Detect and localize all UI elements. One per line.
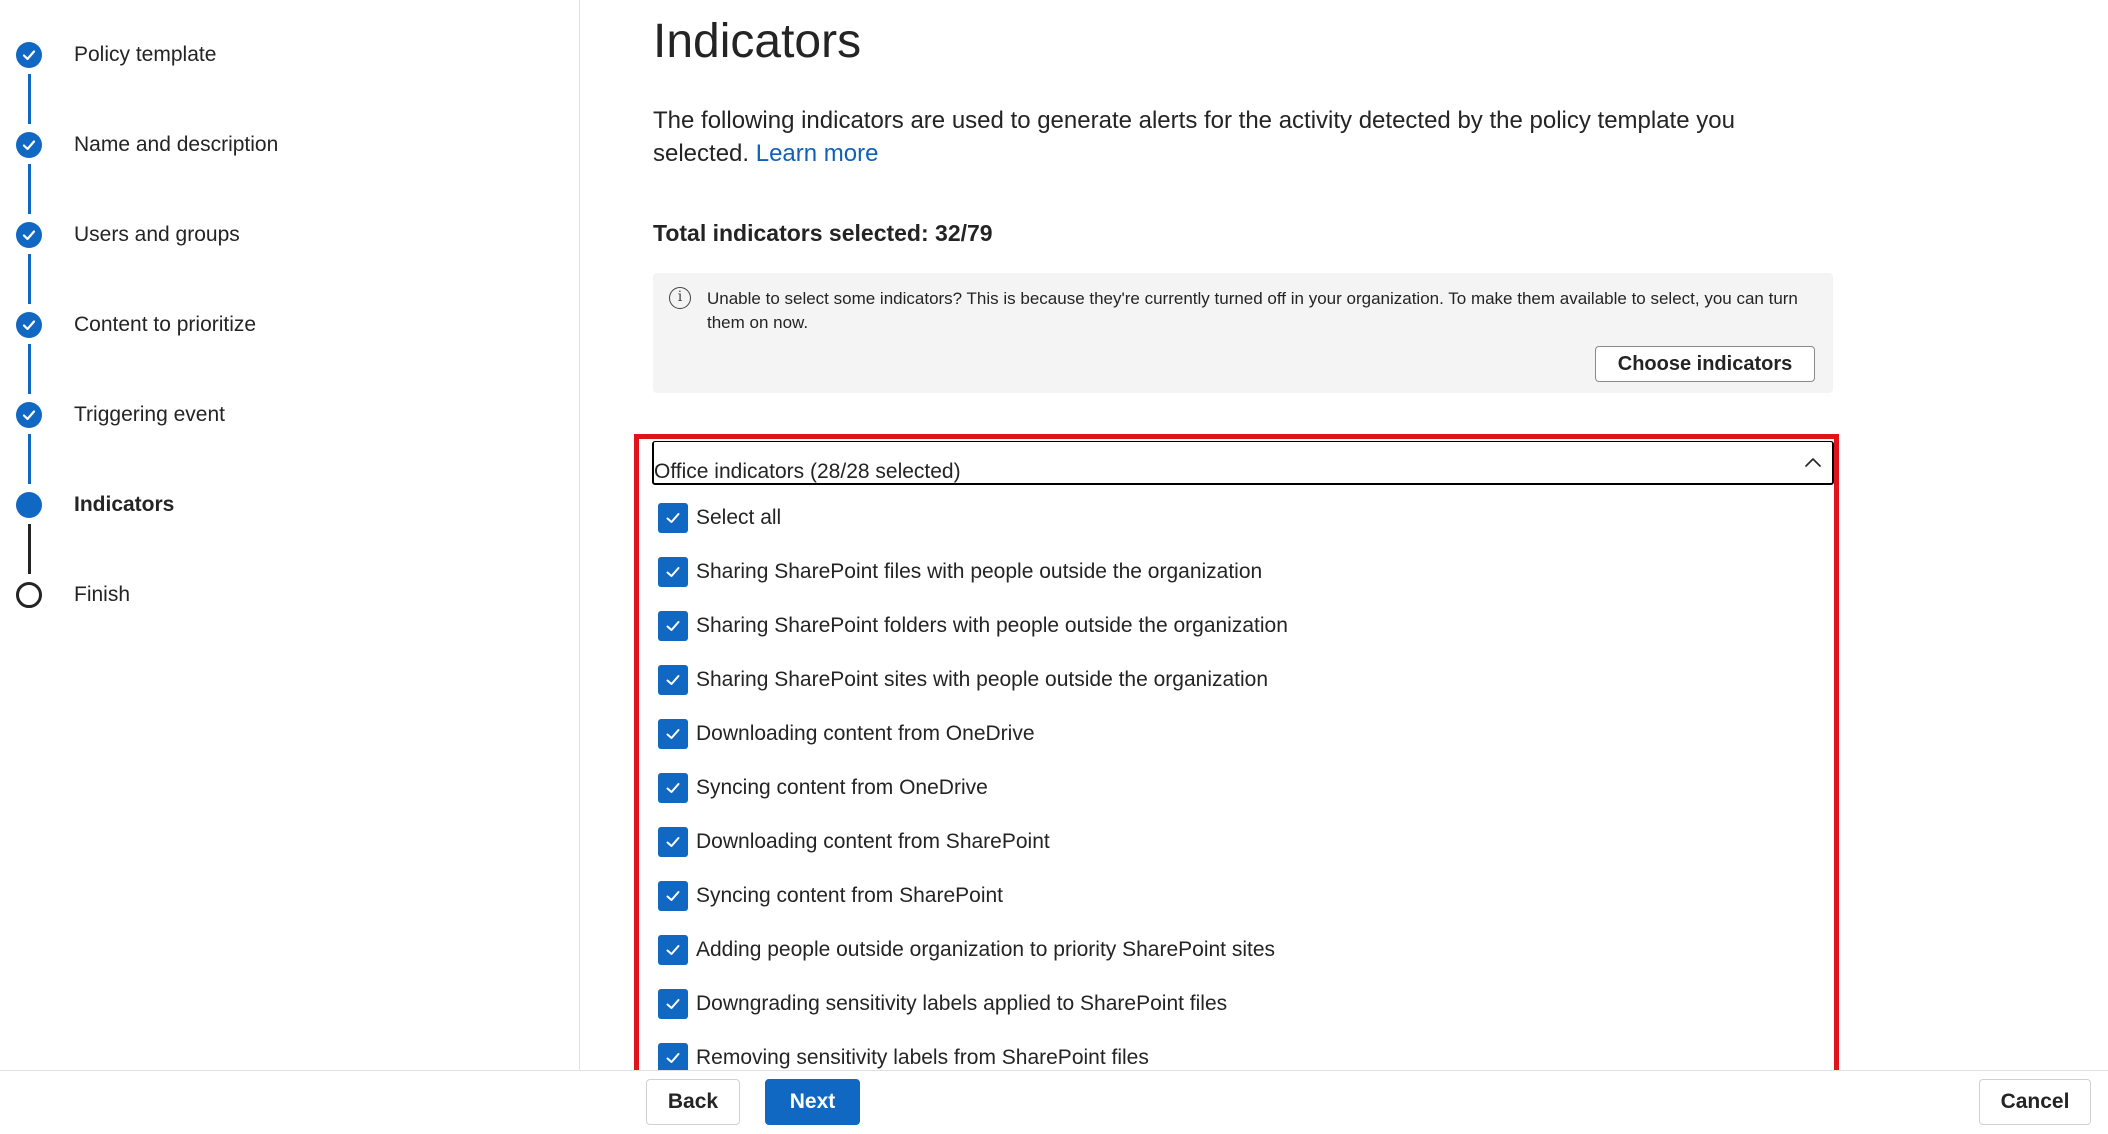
indicator-checkbox[interactable] [658,934,1275,966]
checkbox-label: Select all [696,506,782,529]
checkbox-checked-icon [658,719,688,749]
indicator-checkbox[interactable] [658,718,1035,750]
info-message-bar [653,273,1833,393]
step-label: Indicators [74,493,175,516]
checkbox-label: Adding people outside organization to priority SharePoint sites [696,938,1276,961]
step-label: Finish [74,583,131,606]
info-message: Unable to select some indicators? This is because they're currently turned off in your organization. To make them available to select, you can turn them on now. [707,289,1798,332]
checkbox-label: Syncing content from SharePoint [696,884,1004,907]
wizard-footer [0,1070,2108,1134]
indicator-checkbox[interactable] [658,988,1227,1020]
checkbox-label: Downgrading sensitivity labels applied to SharePoint files [696,992,1228,1015]
learn-more-link[interactable]: Learn more [755,140,879,167]
indicator-checkbox[interactable] [658,664,1268,696]
checkbox-label: Sharing SharePoint files with people outside the organization [696,560,1263,583]
check-circle-icon [16,222,42,248]
step-finish[interactable] [16,575,130,615]
indicator-checkbox[interactable] [658,556,1262,588]
step-label: Users and groups [74,223,240,246]
step-policy-template[interactable] [16,35,216,75]
checkbox-checked-icon [658,881,688,911]
check-circle-icon [16,132,42,158]
step-connector [28,164,31,214]
checkbox-label: Downloading content from OneDrive [696,722,1035,745]
checkbox-checked-icon [658,989,688,1019]
step-connector [28,74,31,124]
step-label: Triggering event [74,403,225,426]
step-connector [28,524,31,574]
empty-circle-icon [16,582,42,608]
step-label: Policy template [74,43,217,66]
page-description [653,104,1833,170]
next-button[interactable]: Next [765,1079,860,1125]
step-label: Content to prioritize [74,313,257,336]
checkbox-checked-icon [658,827,688,857]
step-users-and-groups[interactable] [16,215,240,255]
step-connector [28,254,31,304]
select-all-checkbox[interactable] [658,502,781,534]
page-title: Indicators [653,15,862,68]
office-indicators-list [658,502,1828,1072]
info-icon: i [669,287,691,309]
checkbox-checked-icon [658,773,688,803]
indicator-checkbox[interactable] [658,772,988,804]
back-button[interactable]: Back [646,1079,740,1125]
checkbox-label: Sharing SharePoint folders with people outside the organization [696,614,1288,637]
indicator-checkbox[interactable] [658,1042,1149,1072]
step-indicators[interactable] [16,485,174,525]
description-text: The following indicators are used to generate alerts for the activity detected by the policy template you selected. [653,107,1735,167]
step-content-to-prioritize[interactable] [16,305,256,345]
total-indicators-selected: Total indicators selected: 32/79 [653,220,993,246]
accordion-title: Office indicators (28/28 selected) [654,460,961,483]
wizard-stepper [0,0,580,1070]
indicator-checkbox[interactable] [658,880,1003,912]
step-triggering-event[interactable] [16,395,225,435]
choose-indicators-button[interactable]: Choose indicators [1595,346,1815,382]
step-connector [28,344,31,394]
chevron-up-icon [1804,454,1822,472]
check-circle-icon [16,312,42,338]
step-label: Name and description [74,133,279,156]
checkbox-checked-icon [658,1043,688,1072]
step-connector [28,434,31,484]
current-step-dot-icon [16,492,42,518]
checkbox-label: Removing sensitivity labels from SharePoint files [696,1046,1149,1069]
checkbox-label: Sharing SharePoint sites with people outside the organization [696,668,1269,691]
office-indicators-accordion-header[interactable] [652,441,1834,485]
indicator-checkbox[interactable] [658,826,1050,858]
cancel-button[interactable]: Cancel [1979,1079,2091,1125]
checkbox-checked-icon [658,611,688,641]
step-name-and-description[interactable] [16,125,278,165]
checkbox-checked-icon [658,935,688,965]
checkbox-label: Downloading content from SharePoint [696,830,1050,853]
check-circle-icon [16,402,42,428]
checkbox-label: Syncing content from OneDrive [696,776,988,799]
indicator-checkbox[interactable] [658,610,1288,642]
checkbox-checked-icon [658,557,688,587]
checkbox-checked-icon [658,503,688,533]
check-circle-icon [16,42,42,68]
checkbox-checked-icon [658,665,688,695]
